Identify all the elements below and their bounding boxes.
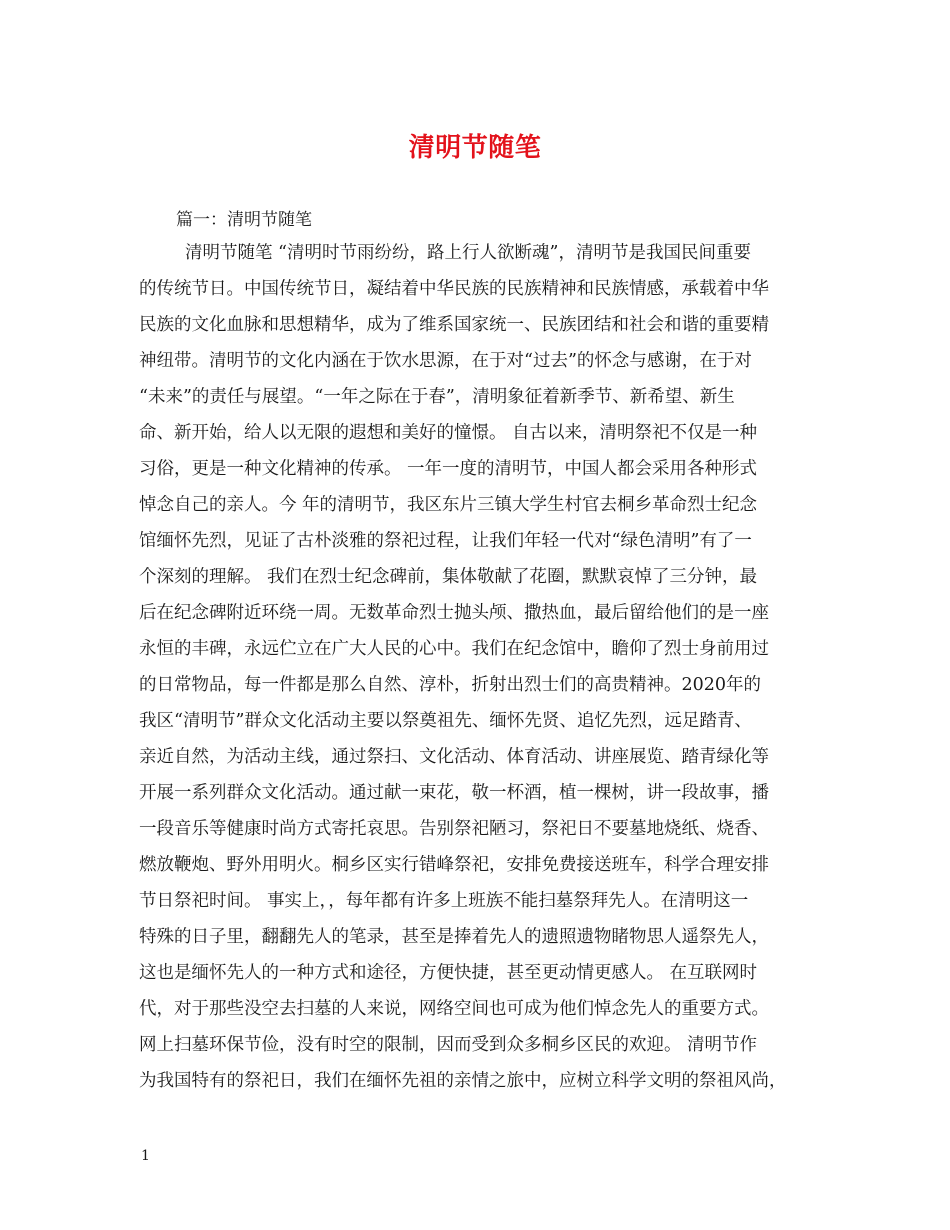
body-line: 民族的文化血脉和思想精华，成为了维系国家统一、民族团结和社会和谐的重要精 [139, 315, 769, 335]
body-line: 的日常物品，每一件都是那么自然、淳朴，折射出烈士们的高贵精神。2020年的 [139, 675, 762, 695]
body-line: 一段音乐等健康时尚方式寄托哀思。告别祭祀陋习，祭祀日不要墓地烧纸、烧香、 [139, 819, 769, 839]
body-line: 后在纪念碑附近环绕一周。无数革命烈士抛头颅、撒热血，最后留给他们的是一座 [139, 603, 769, 623]
section-heading: 篇一：清明节随笔 [176, 210, 312, 230]
body-line: 开展一系列群众文化活动。通过献一束花，敬一杯酒，植一棵树，讲一段故事，播 [139, 783, 769, 803]
body-line: 我区“清明节”群众文化活动主要以祭奠祖先、缅怀先贤、追忆先烈，远足踏青、 [139, 711, 752, 731]
body-line: 馆缅怀先烈，见证了古朴淡雅的祭祀过程，让我们年轻一代对“绿色清明”有了一 [139, 531, 752, 551]
body-line: 这也是缅怀先人的一种方式和途径，方便快捷，甚至更动情更感人。 在互联网时 [139, 963, 758, 983]
body-line: 特殊的日子里，翻翻先人的笔录，甚至是捧着先人的遗照遗物睹物思人遥祭先人， [139, 927, 769, 947]
body-line: 网上扫墓环保节俭，没有时空的限制，因而受到众多桐乡区民的欢迎。 清明节作 [139, 1035, 758, 1055]
document-title: 清明节随笔 [408, 133, 542, 163]
body-line: 永恒的丰碑，永远伫立在广大人民的心中。我们在纪念馆中，瞻仰了烈士身前用过 [139, 639, 769, 659]
body-line: 神纽带。清明节的文化内涵在于饮水思源，在于对“过去”的怀念与感谢，在于对 [139, 351, 752, 371]
page-number: 1 [141, 1148, 150, 1164]
body-line: 亲近自然，为活动主线，通过祭扫、文化活动、体育活动、讲座展览、踏青绿化等 [139, 747, 769, 767]
body-line: “未来”的责任与展望。“一年之际在于春”，清明象征着新季节、新希望、新生 [139, 387, 735, 407]
body-line: 的传统节日。中国传统节日，凝结着中华民族的民族精神和民族情感，承载着中华 [139, 279, 769, 299]
body-line: 悼念自己的亲人。今 年的清明节，我区东片三镇大学生村官去桐乡革命烈士纪念 [139, 495, 758, 515]
body-line: 清明节随笔 “清明时节雨纷纷，路上行人欲断魂”，清明节是我国民间重要 [185, 243, 751, 263]
body-line: 习俗，更是一种文化精神的传承。 一年一度的清明节，中国人都会采用各种形式 [139, 459, 758, 479]
body-text [139, 235, 819, 1099]
body-line: 为我国特有的祭祀日，我们在缅怀先祖的亲情之旅中，应树立科学文明的祭祖风尚， [139, 1071, 787, 1091]
body-line: 命、新开始，给人以无限的遐想和美好的憧憬。 自古以来，清明祭祀不仅是一种 [139, 423, 758, 443]
body-line: 节日祭祀时间。 事实上，，每年都有许多上班族不能扫墓祭拜先人。在清明这一 [139, 891, 749, 911]
body-line: 个深刻的理解。 我们在烈士纪念碑前，集体敬献了花圈，默默哀悼了三分钟，最 [139, 567, 758, 587]
body-line: 燃放鞭炮、野外用明火。桐乡区实行错峰祭祀，安排免费接送班车，科学合理安排 [139, 855, 769, 875]
body-line: 代，对于那些没空去扫墓的人来说，网络空间也可成为他们悼念先人的重要方式。 [139, 999, 769, 1019]
